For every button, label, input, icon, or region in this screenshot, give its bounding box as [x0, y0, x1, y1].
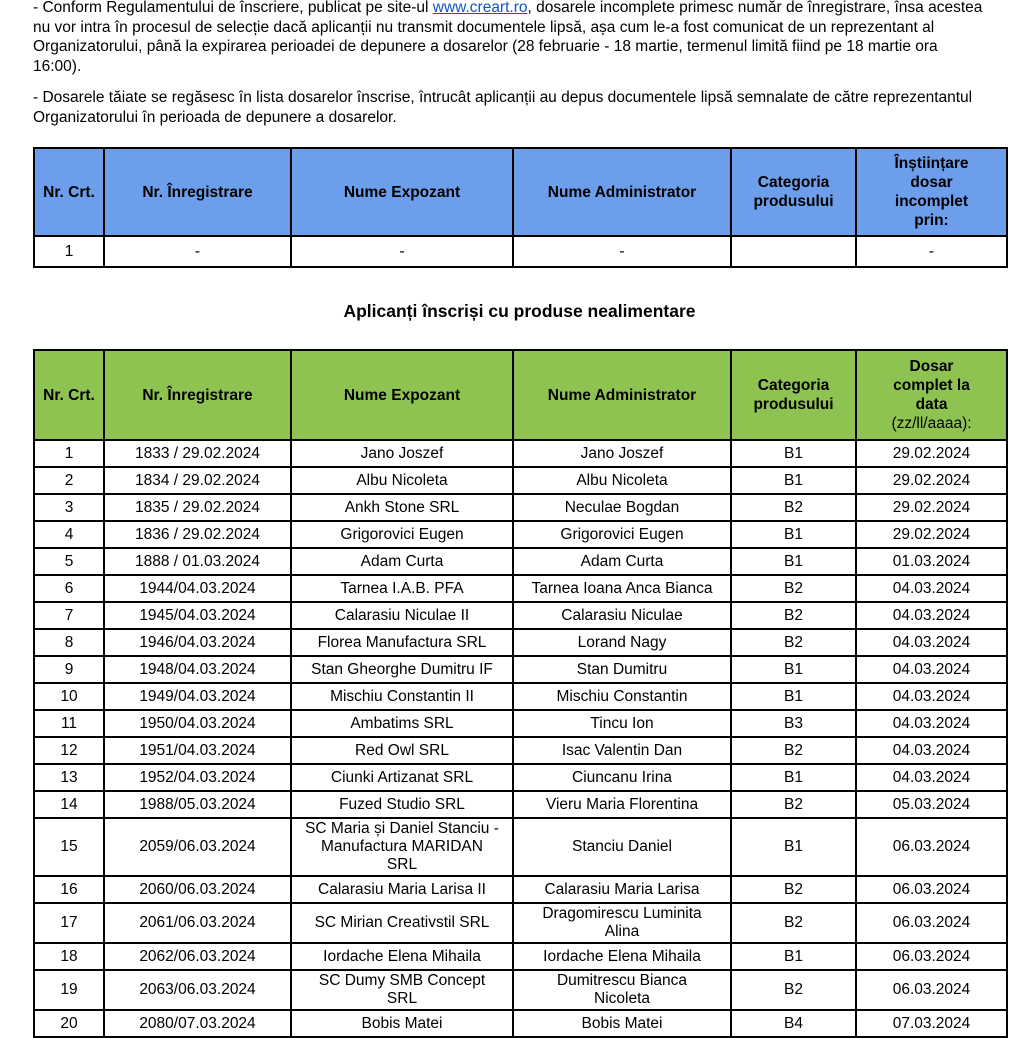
table-cell: 04.03.2024: [856, 764, 1007, 791]
table-cell: B2: [731, 970, 856, 1010]
table-cell: B1: [731, 818, 856, 876]
table-cell: 05.03.2024: [856, 791, 1007, 818]
table-cell: Ciuncanu Irina: [513, 764, 731, 791]
table-row: [34, 970, 1007, 1010]
table-cell: 04.03.2024: [856, 629, 1007, 656]
table-cell: 06.03.2024: [856, 903, 1007, 943]
table-cell: Dumitrescu Bianca Nicoleta: [513, 970, 731, 1010]
table-row: [34, 764, 1007, 791]
table-row: [34, 818, 1007, 876]
table-cell: B2: [731, 575, 856, 602]
table-cell: 01.03.2024: [856, 548, 1007, 575]
table-cell: Stan Gheorghe Dumitru IF: [291, 656, 513, 683]
table-cell: 16: [34, 876, 104, 903]
table-cell: 29.02.2024: [856, 467, 1007, 494]
table-cell: Calarasiu Maria Larisa: [513, 876, 731, 903]
table-row: [34, 467, 1007, 494]
table-cell: Mischiu Constantin II: [291, 683, 513, 710]
table-cell: 7: [34, 602, 104, 629]
table-row: [34, 494, 1007, 521]
table-cell: -: [513, 236, 731, 267]
table-cell: Tarnea I.A.B. PFA: [291, 575, 513, 602]
table-cell: 1833 / 29.02.2024: [104, 440, 291, 467]
table-cell: Tarnea Ioana Anca Bianca: [513, 575, 731, 602]
table-cell: B1: [731, 440, 856, 467]
table-row: [34, 236, 1007, 267]
table-cell: B3: [731, 710, 856, 737]
table-row: [34, 548, 1007, 575]
table-cell: Albu Nicoleta: [513, 467, 731, 494]
table-cell: 1951/04.03.2024: [104, 737, 291, 764]
table-cell: 19: [34, 970, 104, 1010]
table-cell: Isac Valentin Dan: [513, 737, 731, 764]
table-cell: -: [856, 236, 1007, 267]
table-cell: Adam Curta: [291, 548, 513, 575]
table-cell: 04.03.2024: [856, 737, 1007, 764]
table-cell: 29.02.2024: [856, 440, 1007, 467]
intro-p1-text-after: , dosarele incomplete primesc număr de înregistrare, însa acestea nu vor intra în procesul de selecție dacă aplicanții nu transmit documentele lipsă, așa cum le-a fost comunicat de un reprezentant al Organizatorului, până la expirarea perioadei de depunere a dosarelor (28 februarie - 18 martie, termenul limită fiind pe 18 martie ora 16:00).: [33, 0, 983, 75]
table-cell: 20: [34, 1010, 104, 1037]
table-row: [34, 629, 1007, 656]
table-cell: Ankh Stone SRL: [291, 494, 513, 521]
table-cell: 04.03.2024: [856, 656, 1007, 683]
header-cell: Categoria produsului: [731, 350, 856, 440]
table-cell: B1: [731, 683, 856, 710]
table1-body: [34, 236, 1007, 267]
table-cell: 06.03.2024: [856, 970, 1007, 1010]
table-cell: Grigorovici Eugen: [513, 521, 731, 548]
table-cell: 06.03.2024: [856, 818, 1007, 876]
table-cell: Neculae Bogdan: [513, 494, 731, 521]
table-cell: 12: [34, 737, 104, 764]
intro-p1-text-before: - Conform Regulamentului de înscriere, publicat pe site-ul: [33, 0, 433, 16]
table-cell: 1948/04.03.2024: [104, 656, 291, 683]
table-cell: 07.03.2024: [856, 1010, 1007, 1037]
table-cell: Iordache Elena Mihaila: [513, 943, 731, 970]
table-cell: 1944/04.03.2024: [104, 575, 291, 602]
table-row: [34, 943, 1007, 970]
table-cell: 18: [34, 943, 104, 970]
header-cell: Dosar complet la data (zz/ll/aaaa):: [856, 350, 1007, 440]
table-cell: 29.02.2024: [856, 494, 1007, 521]
intro-paragraph-1: [33, 0, 985, 76]
table-cell: 1949/04.03.2024: [104, 683, 291, 710]
section-title: Aplicanți înscriși cu produse nealimentare: [343, 301, 696, 321]
table-cell: 11: [34, 710, 104, 737]
table-cell: 15: [34, 818, 104, 876]
table-cell: B2: [731, 629, 856, 656]
table-cell: 2062/06.03.2024: [104, 943, 291, 970]
table-cell: 2063/06.03.2024: [104, 970, 291, 1010]
table-cell: Iordache Elena Mihaila: [291, 943, 513, 970]
table-cell: 04.03.2024: [856, 710, 1007, 737]
table-cell: Red Owl SRL: [291, 737, 513, 764]
table2-header-row: [34, 350, 1007, 440]
table-cell: SC Maria și Daniel Stanciu - Manufactura MARIDAN SRL: [291, 818, 513, 876]
table-cell: Calarasiu Maria Larisa II: [291, 876, 513, 903]
table-cell: SC Mirian Creativstil SRL: [291, 903, 513, 943]
table-cell: 06.03.2024: [856, 876, 1007, 903]
table-cell: 5: [34, 548, 104, 575]
table-cell: 8: [34, 629, 104, 656]
table-cell: Florea Manufactura SRL: [291, 629, 513, 656]
table-cell: 1835 / 29.02.2024: [104, 494, 291, 521]
table-cell: 4: [34, 521, 104, 548]
table-cell: B2: [731, 602, 856, 629]
table-cell: Adam Curta: [513, 548, 731, 575]
table-cell: -: [291, 236, 513, 267]
table-cell: Fuzed Studio SRL: [291, 791, 513, 818]
table-cell: B2: [731, 737, 856, 764]
table-cell: B1: [731, 943, 856, 970]
header-cell: Categoria produsului: [731, 148, 856, 236]
table1-header-row: [34, 148, 1007, 236]
table-cell: 1888 / 01.03.2024: [104, 548, 291, 575]
incomplete-dossiers-table: [33, 147, 1008, 268]
table-cell: 1945/04.03.2024: [104, 602, 291, 629]
table-cell: Jano Joszef: [513, 440, 731, 467]
header-cell: Nr. Înregistrare: [104, 148, 291, 236]
table-cell: 04.03.2024: [856, 602, 1007, 629]
creart-link[interactable]: www.creart.ro: [432, 0, 528, 16]
header-cell: Nume Expozant: [291, 148, 513, 236]
table-cell: Albu Nicoleta: [291, 467, 513, 494]
header-cell: Nr. Crt.: [34, 148, 104, 236]
table-cell: 1988/05.03.2024: [104, 791, 291, 818]
table-cell: 2: [34, 467, 104, 494]
table-cell: 1: [34, 236, 104, 267]
table2-body: [34, 440, 1007, 1037]
table-row: [34, 683, 1007, 710]
table-cell: 2080/07.03.2024: [104, 1010, 291, 1037]
table-cell: Mischiu Constantin: [513, 683, 731, 710]
table-cell: 1952/04.03.2024: [104, 764, 291, 791]
table-row: [34, 440, 1007, 467]
table-cell: 1: [34, 440, 104, 467]
table-cell: Ciunki Artizanat SRL: [291, 764, 513, 791]
table-cell: Bobis Matei: [513, 1010, 731, 1037]
table-cell: B1: [731, 656, 856, 683]
table-cell: Vieru Maria Florentina: [513, 791, 731, 818]
header-cell: Nr. Înregistrare: [104, 350, 291, 440]
table-cell: 2059/06.03.2024: [104, 818, 291, 876]
table-cell: Jano Joszef: [291, 440, 513, 467]
header-cell: Nume Expozant: [291, 350, 513, 440]
header-cell: Nume Administrator: [513, 148, 731, 236]
table-cell: B2: [731, 791, 856, 818]
table-cell: -: [104, 236, 291, 267]
table-row: [34, 575, 1007, 602]
table-cell: Stan Dumitru: [513, 656, 731, 683]
table-cell: Grigorovici Eugen: [291, 521, 513, 548]
table-cell: 10: [34, 683, 104, 710]
table-cell: Ambatims SRL: [291, 710, 513, 737]
table-cell: 1950/04.03.2024: [104, 710, 291, 737]
table-cell: B1: [731, 548, 856, 575]
table-cell: Lorand Nagy: [513, 629, 731, 656]
table-cell: B1: [731, 764, 856, 791]
table-row: [34, 656, 1007, 683]
nonfood-applicants-table: [33, 349, 1008, 1038]
table-cell: 04.03.2024: [856, 575, 1007, 602]
table-cell: 1834 / 29.02.2024: [104, 467, 291, 494]
header-cell: Nume Administrator: [513, 350, 731, 440]
header-cell: Înștiințare dosar incomplet prin:: [856, 148, 1007, 236]
table-cell: 04.03.2024: [856, 683, 1007, 710]
table-cell: Calarasiu Niculae II: [291, 602, 513, 629]
table-cell: SC Dumy SMB Concept SRL: [291, 970, 513, 1010]
table-cell: B2: [731, 494, 856, 521]
table-cell: Bobis Matei: [291, 1010, 513, 1037]
table-cell: Tincu Ion: [513, 710, 731, 737]
table-row: [34, 903, 1007, 943]
table-cell: B1: [731, 467, 856, 494]
table-cell: B2: [731, 903, 856, 943]
table-cell: 17: [34, 903, 104, 943]
table-cell: 2060/06.03.2024: [104, 876, 291, 903]
table1-header: [34, 148, 1007, 236]
table-cell: 6: [34, 575, 104, 602]
table-cell: 13: [34, 764, 104, 791]
table-row: [34, 602, 1007, 629]
table-cell: 14: [34, 791, 104, 818]
table-row: [34, 737, 1007, 764]
table-cell: 9: [34, 656, 104, 683]
table-row: [34, 521, 1007, 548]
table2-header: [34, 350, 1007, 440]
table-cell: B1: [731, 521, 856, 548]
table-cell: 1836 / 29.02.2024: [104, 521, 291, 548]
intro-paragraph-2: - Dosarele tăiate se regăsesc în lista dosarelor înscrise, întrucât aplicanții au depus documentele lipsă semnalate de către reprezentantul Organizatorului în perioada de depunere a dosarelor.: [33, 89, 973, 126]
table-row: [34, 791, 1007, 818]
table-cell: 1946/04.03.2024: [104, 629, 291, 656]
table-row: [34, 710, 1007, 737]
table-cell: B2: [731, 876, 856, 903]
table-cell: Calarasiu Niculae: [513, 602, 731, 629]
table-cell: [731, 236, 856, 267]
table-cell: B4: [731, 1010, 856, 1037]
table-cell: Stanciu Daniel: [513, 818, 731, 876]
table-cell: 06.03.2024: [856, 943, 1007, 970]
header-cell: Nr. Crt.: [34, 350, 104, 440]
table-cell: 29.02.2024: [856, 521, 1007, 548]
table-cell: 2061/06.03.2024: [104, 903, 291, 943]
table-cell: Dragomirescu Luminita Alina: [513, 903, 731, 943]
table-cell: 3: [34, 494, 104, 521]
table-row: [34, 876, 1007, 903]
header-subtext: (zz/ll/aaaa):: [891, 415, 972, 432]
